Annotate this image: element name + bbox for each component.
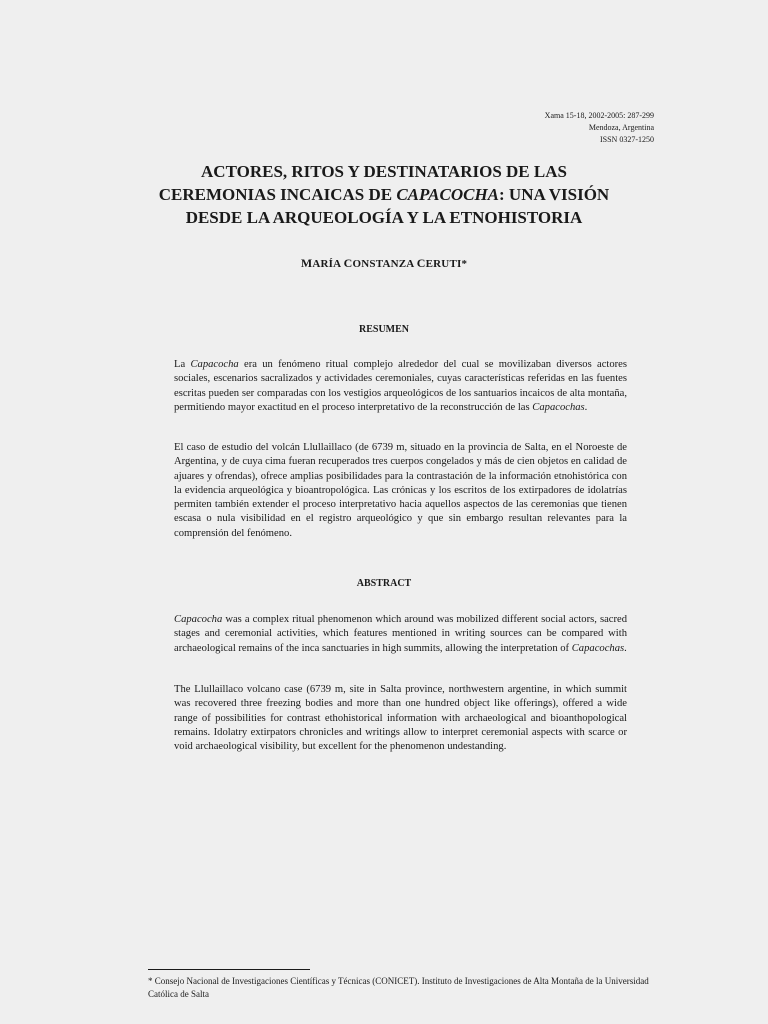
title-line-2 bbox=[120, 183, 648, 206]
text-run: . bbox=[584, 401, 588, 413]
resumen-paragraph-1 bbox=[174, 358, 627, 415]
author-name bbox=[120, 256, 648, 271]
title-line-2-end: : UNA VISIÓN bbox=[499, 185, 610, 204]
author-initial: C bbox=[416, 256, 426, 270]
title-line-3: DESDE LA ARQUEOLOGÍA Y LA ETNOHISTORIA bbox=[185, 208, 583, 227]
paper-title bbox=[120, 160, 648, 229]
journal-issue: Xama 15-18, 2002-2005: 287-299 bbox=[544, 111, 654, 120]
text-run: La bbox=[174, 359, 191, 370]
italic-term: Capacocha bbox=[190, 359, 239, 370]
italic-term: Capacochas bbox=[532, 401, 585, 413]
footnote: * Consejo Nacional de Investigaciones Científicas y Técnicas (CONICET). Instituto de Investigaciones de Alta Montaña de la Universidad Católica de Salta bbox=[148, 976, 649, 999]
title-line-2-start: CEREMONIAS INCAICAS DE bbox=[158, 185, 397, 204]
author-part: ERUTI* bbox=[425, 258, 468, 270]
author-part: ARÍA bbox=[312, 258, 344, 270]
author-part: ONSTANZA bbox=[352, 258, 417, 270]
author-initial: C bbox=[343, 256, 353, 270]
abstract-paragraph-1 bbox=[174, 613, 627, 656]
journal-issn: ISSN 0327-1250 bbox=[599, 135, 654, 144]
abstract-heading: ABSTRACT bbox=[356, 578, 412, 589]
title-italic-term: CAPACOCHA bbox=[396, 185, 499, 204]
title-line-1: ACTORES, RITOS Y DESTINATARIOS DE LAS bbox=[201, 162, 567, 181]
footnote-divider bbox=[148, 969, 310, 970]
text-run: was a complex ritual phenomenon which around was mobilized different social actors, sacred stages and ceremonial activities, which features mentioned in writing sources can be compared with archaeological remains of the inca sanctuaries in high summits, allowing the interpretation of bbox=[174, 614, 627, 654]
resumen-paragraph-2: El caso de estudio del volcán Llullaillaco (de 6739 m, situado en la provincia de Salta, en el Noroeste de Argentina, y de cuya cima fueran recuperados tres cuerpos congelados y más de cien objetos en calidad de ajuares y ofrendas), ofrece amplias posibilidades para la contrastación de la información etnohistórica con la evidencia arqueológica y bioantropológica. Las crónicas y los escritos de los extirpadores de idolatrías permiten también extender el proceso interpretativo hacia aquellos aspectos de las ceremonias que tienen escasa o nula visibilidad en el registro arqueológico y que sin embargo resultan relevantes para la comprensión del fenómeno. bbox=[174, 442, 627, 539]
text-run: era un fenómeno ritual complejo alrededor del cual se movilizaban diversos actores sociales, escenarios sacralizados y actividades ceremoniales, cuyas características referidas en las fuentes escritas pueden ser comparadas con los vestigios arqueológicos de los santuarios incaicos de alta montaña, permitiendo mayor exactitud en el proceso interpretativo de la reconstrucción de las bbox=[174, 359, 627, 413]
author-initial: M bbox=[300, 256, 313, 270]
italic-term: Capacochas bbox=[571, 642, 625, 654]
journal-citation bbox=[545, 110, 654, 146]
journal-place: Mendoza, Argentina bbox=[588, 123, 654, 132]
resumen-heading: RESUMEN bbox=[358, 324, 409, 335]
text-run: . bbox=[624, 642, 627, 654]
abstract-paragraph-2: The Llullaillaco volcano case (6739 m, site in Salta province, northwestern argentine, in which summit was recovered three freezing bodies and more than one hundred object like offerings), offered a wide range of possibilities for contrast ethohistorical information with archaeological and bioanthopological remains. Idolatry extirpators chronicles and writings allow to interpret ceremonial aspects with scarce or void archaeological visibility, but excellent for the phenomenon undestanding. bbox=[174, 684, 627, 753]
italic-term: Capacocha bbox=[174, 614, 223, 625]
